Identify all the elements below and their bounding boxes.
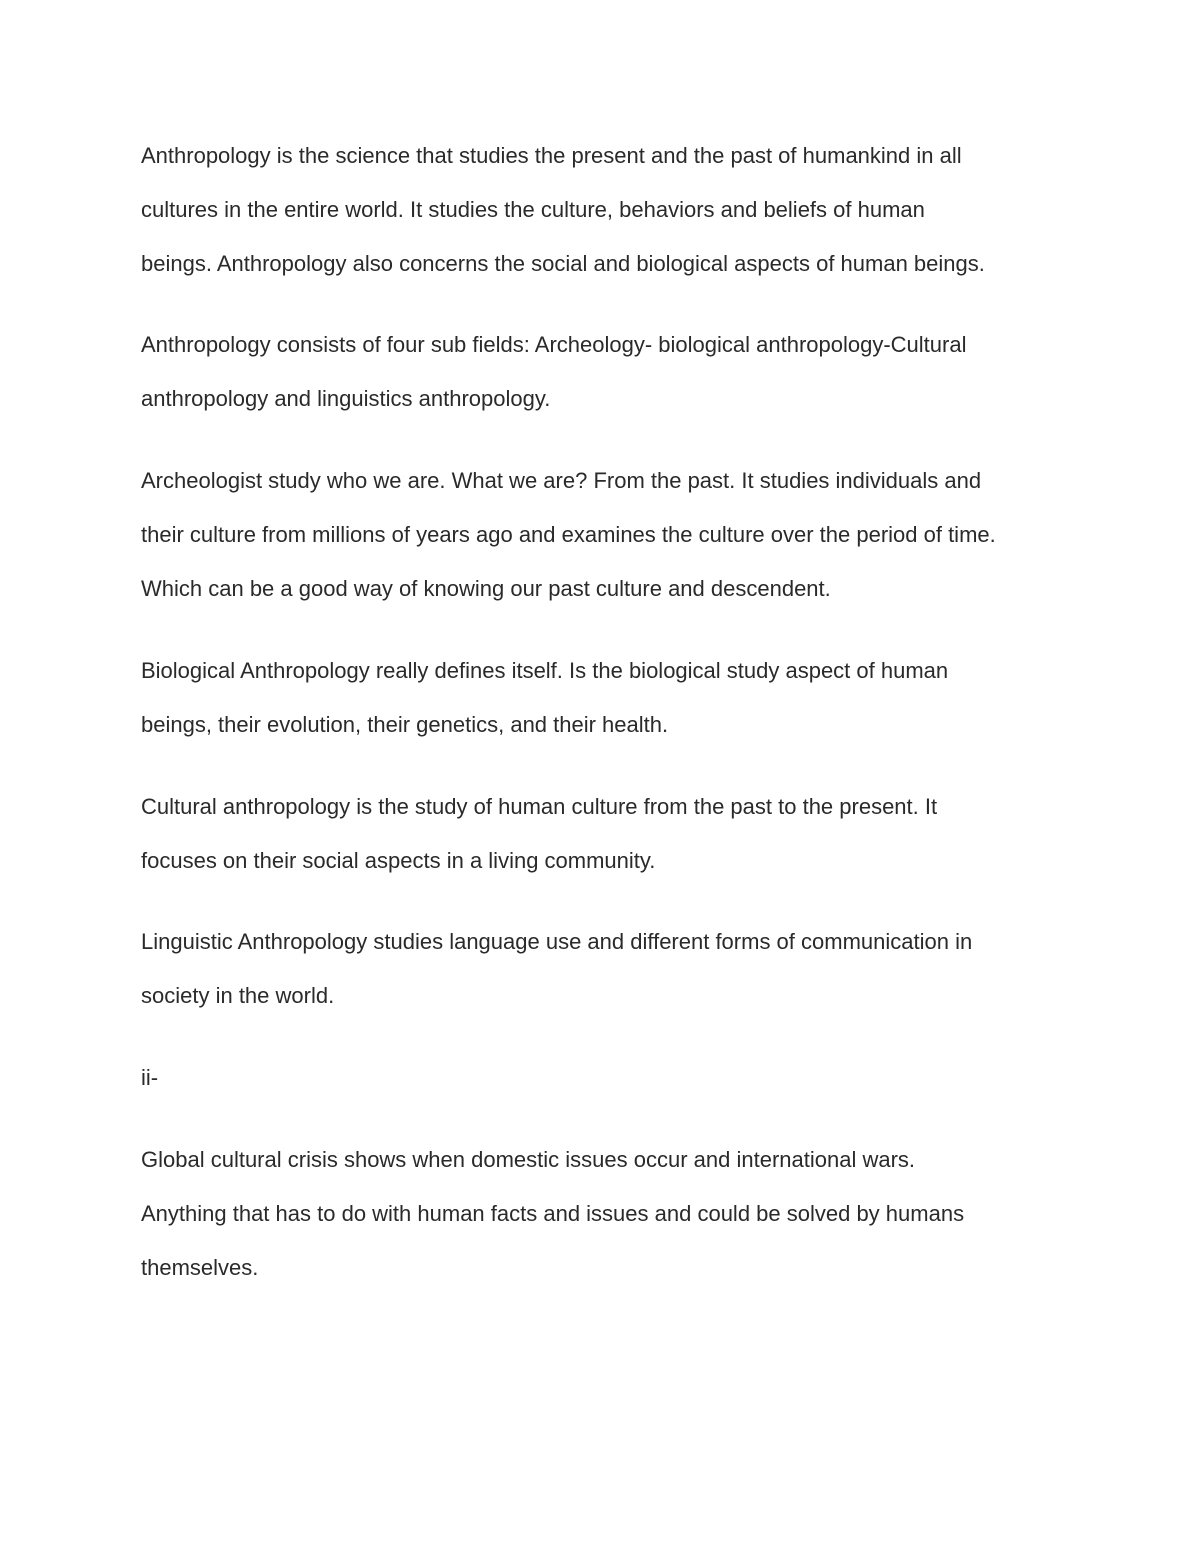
paragraph-3-line-3: Which can be a good way of knowing our past culture and descendent.	[141, 576, 831, 601]
paragraph-6-line-1: Linguistic Anthropology studies language use and different forms of communication in	[141, 929, 973, 954]
paragraph-2-line-1: Anthropology consists of four sub fields: Archeology- biological anthropology-Cultural	[141, 332, 967, 357]
paragraph-1-line-2: cultures in the entire world. It studies the culture, behaviors and beliefs of human	[141, 197, 925, 222]
paragraph-3-line-2: their culture from millions of years ago and examines the culture over the period of time.	[141, 522, 996, 547]
paragraph-4-line-2: beings, their evolution, their genetics, and their health.	[141, 712, 669, 737]
paragraph-8-line-2: Anything that has to do with human facts and issues and could be solved by humans	[141, 1201, 965, 1226]
paragraph-8-line-3: themselves.	[141, 1255, 259, 1280]
paragraph-1-line-1: Anthropology is the science that studies the present and the past of humankind in all	[141, 143, 962, 168]
paragraph-3-line-1: Archeologist study who we are. What we are? From the past. It studies individuals and	[141, 468, 982, 493]
paragraph-2-line-2: anthropology and linguistics anthropology.	[141, 386, 551, 411]
section-marker: ii-	[141, 1065, 159, 1090]
paragraph-5-line-1: Cultural anthropology is the study of human culture from the past to the present. It	[141, 794, 938, 819]
paragraph-1-line-3: beings. Anthropology also concerns the social and biological aspects of human beings.	[141, 251, 985, 276]
paragraph-4-line-1: Biological Anthropology really defines itself. Is the biological study aspect of human	[141, 658, 949, 683]
paragraph-5-line-2: focuses on their social aspects in a living community.	[141, 848, 656, 873]
paragraph-6-line-2: society in the world.	[141, 983, 335, 1008]
paragraph-8-line-1: Global cultural crisis shows when domestic issues occur and international wars.	[141, 1147, 916, 1172]
